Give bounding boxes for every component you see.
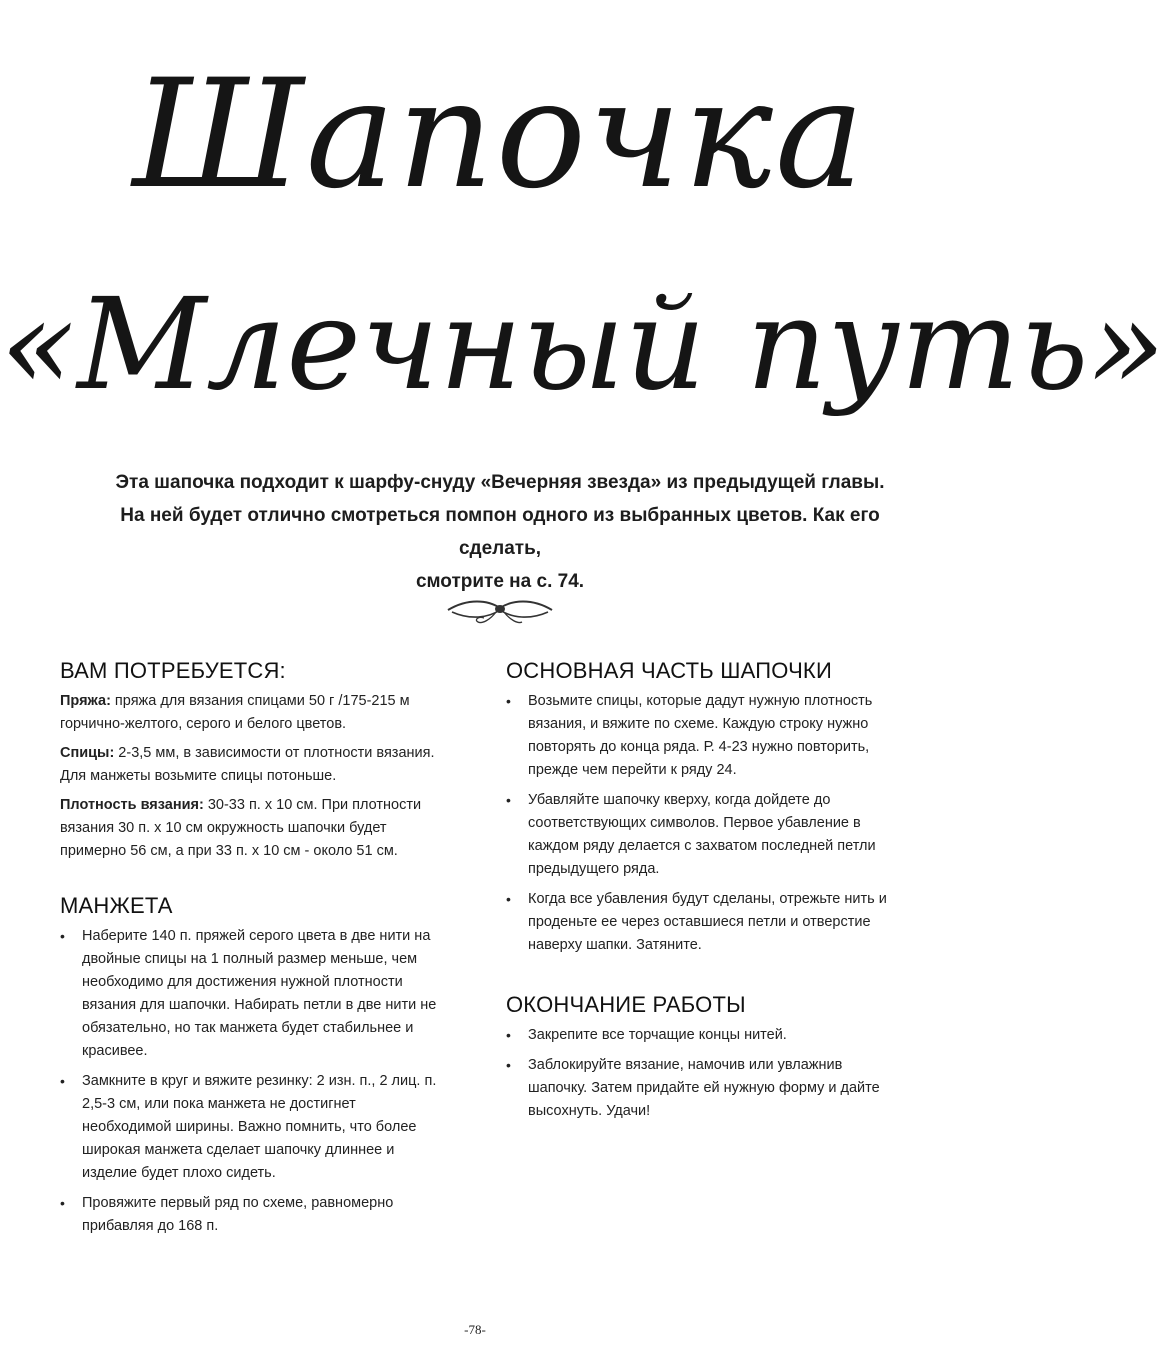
- list-item: [506, 1024, 891, 1047]
- bullet-icon: •: [60, 1073, 65, 1089]
- list-item: [60, 925, 440, 1063]
- finish-heading: ОКОНЧАНИЕ РАБОТЫ: [506, 992, 746, 1017]
- requirement-text: 2-3,5 мм, в зависимости от плотности вязания. Для манжеты возьмите спицы потоньше.: [60, 745, 435, 784]
- list-item-text: Провяжите первый ряд по схеме, равномерно прибавляя до 168 п.: [82, 1195, 394, 1234]
- list-item: [506, 888, 891, 957]
- list-item-text: Закрепите все торчащие концы нитей.: [528, 1027, 787, 1043]
- bow-ornament-icon: [438, 590, 562, 630]
- bullet-icon: •: [506, 1027, 511, 1043]
- requirement-label: Плотность вязания:: [60, 797, 204, 813]
- bullet-icon: •: [60, 928, 65, 944]
- list-item: [506, 789, 891, 881]
- right-column: [506, 654, 891, 1130]
- intro-line: смотрите на с. 74.: [415, 571, 585, 592]
- cuff-list: [60, 925, 440, 1238]
- left-column: [60, 654, 440, 1245]
- requirement-gauge: [60, 794, 440, 863]
- finish-list: [506, 1024, 891, 1123]
- list-item-text: Заблокируйте вязание, намочив или увлажнив шапочку. Затем придайте ей нужную форму и дайте высохнуть. Удачи!: [528, 1057, 880, 1119]
- list-item: [506, 1054, 891, 1123]
- main-part-list: [506, 690, 891, 957]
- list-item: [60, 1192, 440, 1238]
- bullet-icon: •: [506, 891, 511, 907]
- list-item-text: Наберите 140 п. пряжей серого цвета в две нити на двойные спицы на 1 полный размер меньше, чем необходимо для достижения нужной плотности вязания для шапочки. Набирать петли в две нити не обязательно, но так манжета будет стабильнее и красивее.: [82, 928, 437, 1059]
- list-item: [506, 690, 891, 782]
- cuff-heading: МАНЖЕТА: [60, 893, 173, 918]
- main-part-heading: ОСНОВНАЯ ЧАСТЬ ШАПОЧКИ: [506, 658, 832, 683]
- list-item-text: Возьмите спицы, которые дадут нужную плотность вязания, и вяжите по схеме. Каждую строку нужно повторять до конца ряда. Р. 4-23 нужно повторить, прежде чем перейти к ряду 24.: [528, 693, 873, 778]
- requirements-heading: ВАМ ПОТРЕБУЕТСЯ:: [60, 658, 286, 683]
- bullet-icon: •: [60, 1195, 65, 1211]
- requirement-label: Пряжа:: [60, 693, 111, 709]
- requirement-text: пряжа для вязания спицами 50 г /175-215 м горчично-желтого, серого и белого цветов.: [60, 693, 410, 732]
- list-item-text: Когда все убавления будут сделаны, отрежьте нить и проденьте ее через оставшиеся петли и отверстие наверху шапки. Затяните.: [528, 891, 887, 953]
- list-item: [60, 1070, 440, 1185]
- requirement-needles: [60, 742, 440, 788]
- list-item-text: Замкните в круг и вяжите резинку: 2 изн. п., 2 лиц. п. 2,5-3 см, или пока манжета не достигнет необходимой ширины. Важно помнить, что более широкая манжета сделает шапочку длиннее и изделие будет плохо сидеть.: [82, 1073, 437, 1181]
- requirement-yarn: [60, 690, 440, 736]
- intro-text: [95, 466, 905, 598]
- requirement-label: Спицы:: [60, 745, 115, 761]
- bullet-icon: •: [506, 792, 511, 808]
- list-item-text: Убавляйте шапочку кверху, когда дойдете до соответствующих символов. Первое убавление в каждом ряду делается с захватом последней петли предыдущего ряда.: [528, 792, 876, 877]
- bullet-icon: •: [506, 1057, 511, 1073]
- bullet-icon: •: [506, 693, 511, 709]
- page-number: -78-: [464, 1322, 486, 1337]
- title-line-2: «Млечный путь»: [0, 271, 1166, 418]
- intro-line: Эта шапочка подходит к шарфу-снуду «Вечерняя звезда» из предыдущей главы.: [115, 472, 885, 493]
- intro-line: На ней будет отлично смотреться помпон одного из выбранных цветов. Как его сделать,: [120, 505, 880, 559]
- title-line-1: Шапочка: [132, 48, 867, 222]
- requirement-text: 30-33 п. х 10 см. При плотности вязания 30 п. х 10 см окружность шапочки будет примерно 56 см, а при 33 п. х 10 см - около 51 см.: [60, 797, 422, 859]
